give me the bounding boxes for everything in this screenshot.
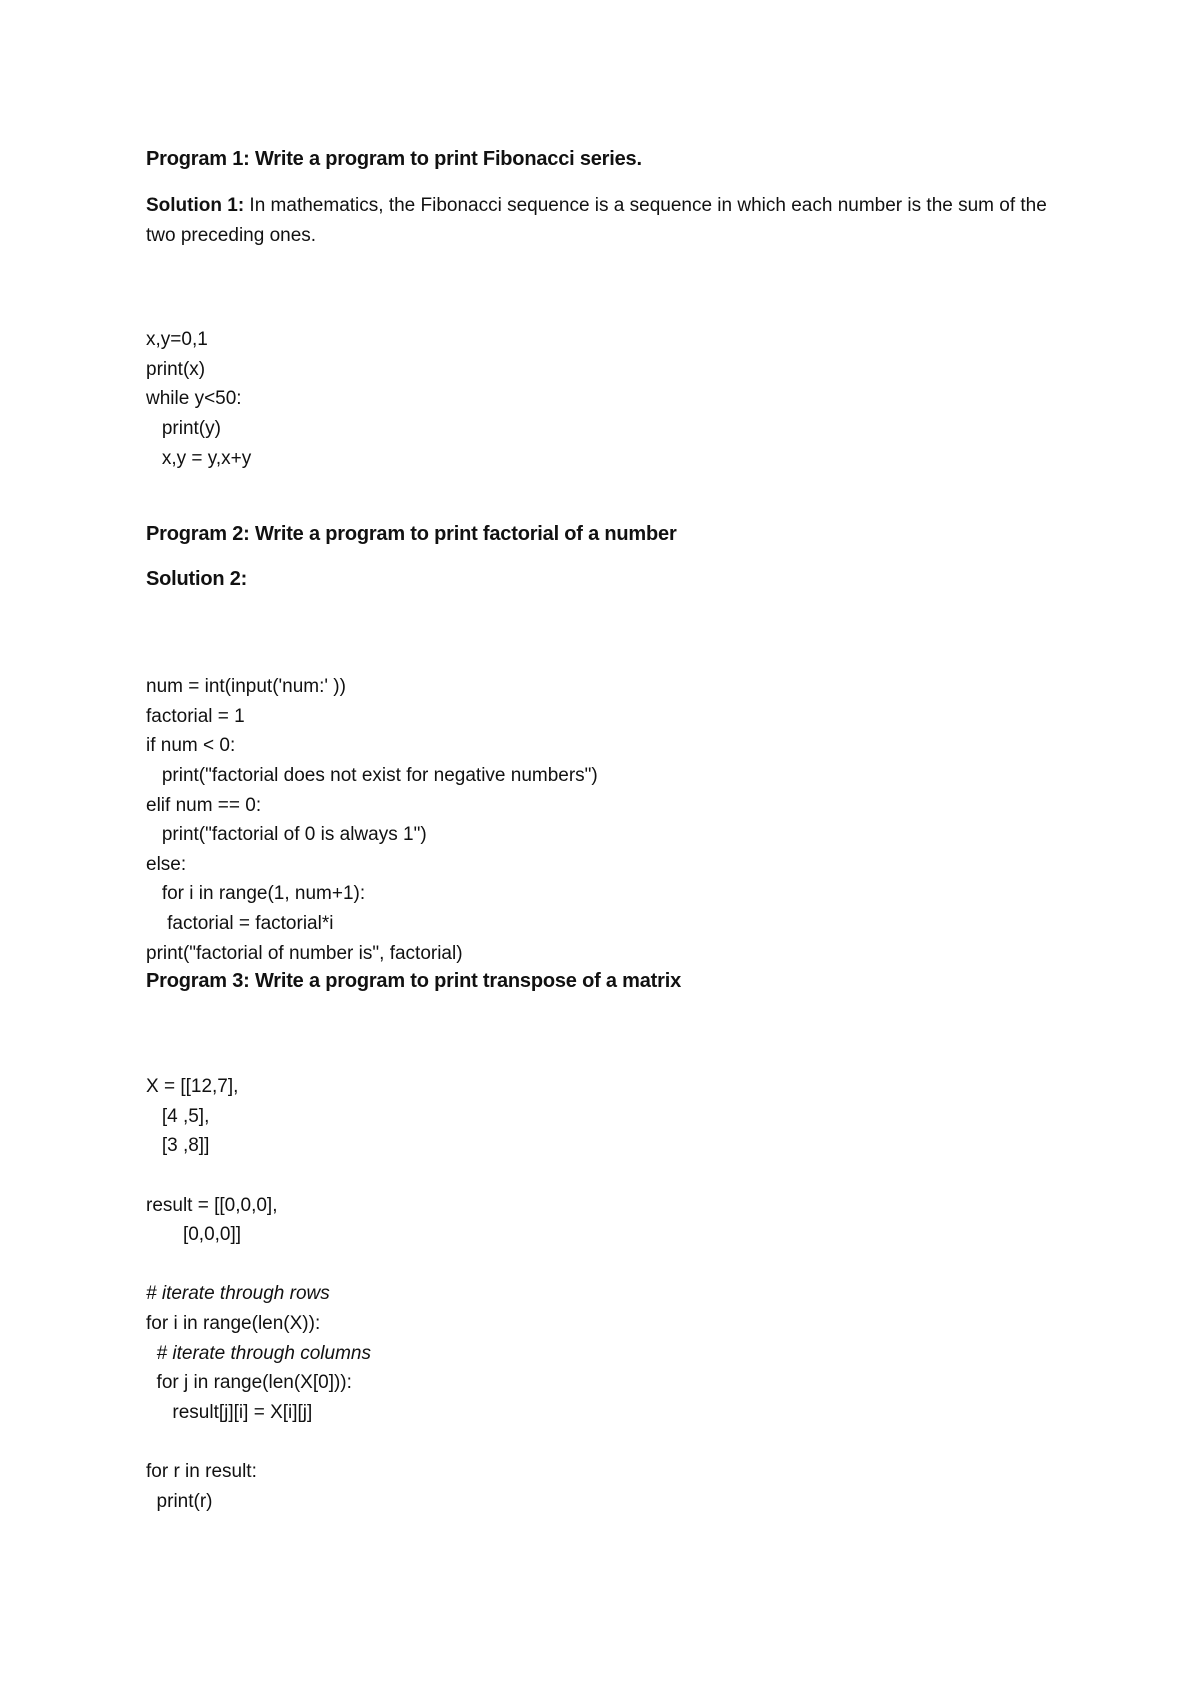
code-line: elif num == 0: xyxy=(146,794,262,816)
code-line: print("factorial of number is", factorial) xyxy=(146,942,463,964)
code-line: factorial = 1 xyxy=(146,705,245,727)
program-2-code xyxy=(146,613,598,1027)
code-comment-line: # iterate through rows xyxy=(146,1283,330,1305)
code-line: [3 ,8]] xyxy=(146,1135,210,1157)
code-line: for i in range(1, num+1): xyxy=(146,883,366,905)
solution-1-paragraph xyxy=(146,191,1066,251)
program-3-code xyxy=(146,1013,371,1575)
code-line: num = int(input('num:' )) xyxy=(146,676,346,698)
code-line: result = [[0,0,0], xyxy=(146,1194,278,1216)
program-3-heading: Program 3: Write a program to print transpose of a matrix xyxy=(146,970,682,992)
code-line xyxy=(146,1427,371,1457)
code-line: [4 ,5], xyxy=(146,1105,210,1127)
solution-2-label: Solution 2: xyxy=(146,568,248,590)
code-line: X = [[12,7], xyxy=(146,1076,239,1098)
code-line: x,y=0,1 xyxy=(146,329,208,351)
program-1-heading: Program 1: Write a program to print Fibonacci series. xyxy=(146,148,642,170)
code-line: [0,0,0]] xyxy=(146,1224,242,1246)
solution-1-text: In mathematics, the Fibonacci sequence is a sequence in which each number is the sum of the two preceding ones. xyxy=(146,195,1047,246)
solution-1-label: Solution 1: xyxy=(146,195,245,216)
code-line: x,y = y,x+y xyxy=(146,447,252,469)
code-line: result[j][i] = X[i][j] xyxy=(146,1401,313,1423)
code-line: print(y) xyxy=(146,417,221,439)
code-line: for j in range(len(X[0])): xyxy=(146,1372,352,1394)
code-line: print("factorial of 0 is always 1") xyxy=(146,824,427,846)
code-line: print(r) xyxy=(146,1490,213,1512)
code-line: if num < 0: xyxy=(146,735,236,757)
code-line: for r in result: xyxy=(146,1460,257,1482)
code-line: while y<50: xyxy=(146,388,242,410)
code-line: print(x) xyxy=(146,358,206,380)
code-comment-line: # iterate through columns xyxy=(146,1342,371,1364)
program-1-code xyxy=(146,266,251,532)
code-line xyxy=(146,1250,371,1280)
code-line xyxy=(146,1161,371,1191)
code-line: for i in range(len(X)): xyxy=(146,1312,321,1334)
code-line: else: xyxy=(146,853,187,875)
code-line: factorial = factorial*i xyxy=(146,912,334,934)
program-2-heading: Program 2: Write a program to print factorial of a number xyxy=(146,523,677,545)
code-line: print("factorial does not exist for negative numbers") xyxy=(146,764,598,786)
